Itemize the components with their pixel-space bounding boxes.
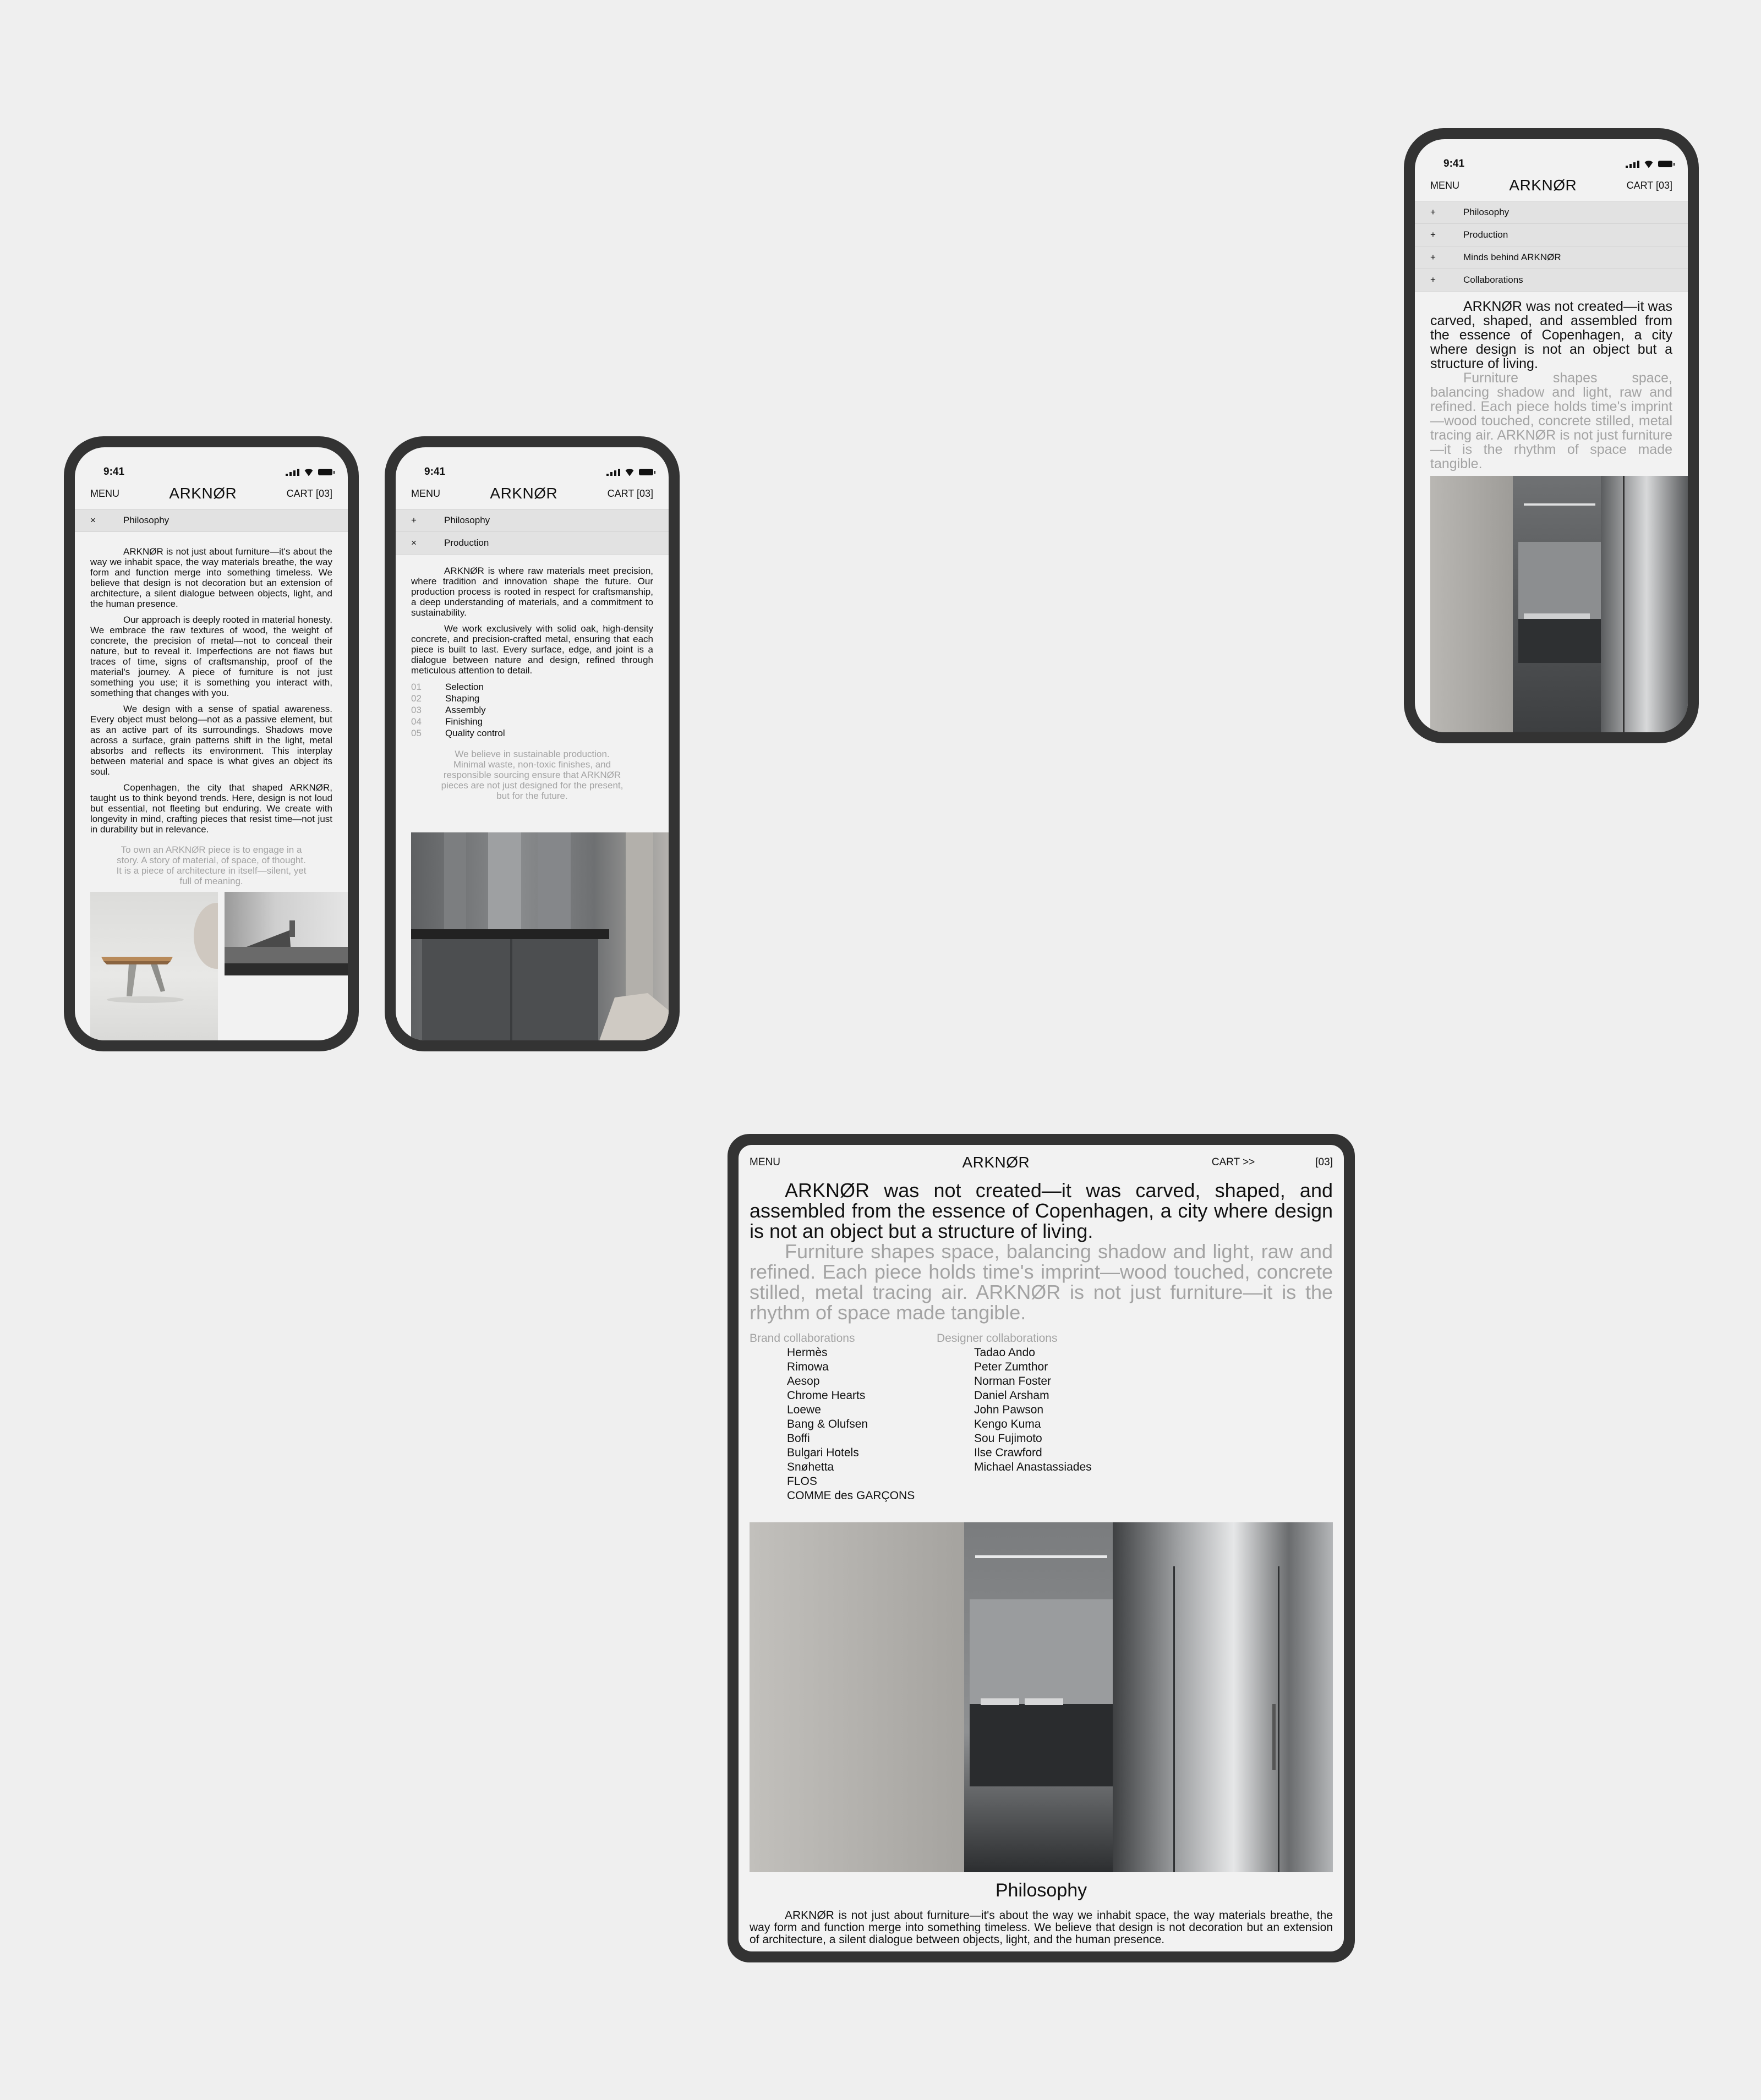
- table-image: [90, 892, 218, 1040]
- top-nav: [739, 1145, 1344, 1180]
- phone-production: [385, 436, 680, 1051]
- top-nav: [1415, 170, 1688, 201]
- designer-heading: Designer collaborations: [937, 1332, 1058, 1345]
- phone-collaborations: [1404, 128, 1699, 743]
- list-item: Kengo Kuma: [974, 1418, 1041, 1430]
- list-item: 04 Finishing: [411, 716, 483, 727]
- status-time: 9:41: [424, 466, 446, 478]
- status-bar: [75, 447, 348, 478]
- section-title: Philosophy: [995, 1880, 1087, 1901]
- quote-text: To own an ARKNØR piece is to engage in a story. A story of material, of space, of thought. It is a piece of architecture in itself—silent, yet full of meaning.: [116, 845, 307, 886]
- list-item: Hermès: [787, 1346, 828, 1359]
- brand-logo[interactable]: ARKNØR: [962, 1154, 1030, 1171]
- sustainability-note: We believe in sustainable production. Minimal waste, non-toxic finishes, and responsible sourcing ensure that ARKNØR pieces are not just designed for the present, but for the future.: [441, 749, 624, 801]
- plus-icon: +: [1430, 252, 1436, 262]
- top-nav: [396, 478, 669, 509]
- brand-logo[interactable]: ARKNØR: [169, 485, 237, 502]
- brand-collaborations: [750, 1331, 937, 1503]
- plus-icon: +: [411, 515, 417, 525]
- paragraph: We work exclusively with solid oak, high-density concrete, and precision-crafted metal, ensuring that each piece is built to last. Every surface, edge, and joint is a dialogue between nature and design, refined through meticulous attention to detail.: [411, 623, 653, 676]
- list-item: Daniel Arsham: [974, 1389, 1049, 1402]
- lead-muted-text: Furniture shapes space, balancing shadow and light, raw and refined. Each piece holds time's imprint—wood touched, concrete stilled, metal tracing air. ARKNØR is not just furniture—it is the rhythm of space made tangible.: [750, 1240, 1333, 1324]
- list-item: Bang & Olufsen: [787, 1418, 868, 1430]
- accordion-label: Philosophy: [444, 515, 490, 525]
- close-icon: ×: [90, 515, 96, 525]
- list-item: Boffi: [787, 1432, 810, 1445]
- accordion-label: Philosophy: [123, 515, 169, 525]
- list-item: 03 Assembly: [411, 705, 486, 715]
- close-icon: ×: [411, 538, 417, 548]
- interior-image: [750, 1522, 1333, 1872]
- list-item: John Pawson: [974, 1403, 1044, 1416]
- accordion: [1415, 201, 1688, 292]
- lead-text: ARKNØR was not created—it was carved, shaped, and assembled from the essence of Copenhagen, a city where design is not an object but a structure of living.: [1430, 299, 1672, 371]
- phone-screen: [75, 447, 348, 1040]
- battery-icon: [1658, 161, 1672, 167]
- menu-button[interactable]: MENU: [1430, 179, 1459, 191]
- production-steps: [396, 681, 669, 739]
- plus-icon: +: [1430, 275, 1436, 285]
- list-item: Norman Foster: [974, 1375, 1052, 1388]
- lead-text: ARKNØR was not created—it was carved, shaped, and assembled from the essence of Copenhagen, a city where design is not an object but a structure of living.: [750, 1179, 1333, 1242]
- tablet: [728, 1134, 1355, 1962]
- list-item: Peter Zumthor: [974, 1361, 1048, 1373]
- menu-button[interactable]: MENU: [411, 487, 440, 499]
- cart-button[interactable]: CART >>: [1211, 1156, 1255, 1168]
- battery-icon: [639, 469, 653, 475]
- accordion: [75, 509, 348, 532]
- status-time: 9:41: [1443, 158, 1465, 169]
- accordion-item-philosophy[interactable]: [396, 509, 669, 532]
- interior-image: [1430, 476, 1688, 732]
- list-item: Snøhetta: [787, 1461, 834, 1473]
- list-item: Michael Anastassiades: [974, 1461, 1092, 1473]
- accordion-label: Minds behind ARKNØR: [1463, 252, 1561, 262]
- list-item: Chrome Hearts: [787, 1389, 866, 1402]
- phone-screen: [1415, 139, 1688, 732]
- battery-icon: [318, 469, 332, 475]
- list-item: Tadao Ando: [974, 1346, 1035, 1359]
- cart-button[interactable]: CART [03]: [607, 487, 653, 499]
- accordion-item-minds[interactable]: [1415, 246, 1688, 269]
- cart-button[interactable]: CART [03]: [1626, 179, 1672, 191]
- paragraph: Copenhagen, the city that shaped ARKNØR, taught us to think beyond trends. Here, design is not loud but essential, not fleeting but enduring. We create with longevity in mind, crafting pieces that resist time—not just in durability but in relevance.: [90, 782, 332, 835]
- top-nav: [75, 478, 348, 509]
- list-item: COMME des GARÇONS: [787, 1489, 915, 1502]
- signal-icon: [286, 468, 299, 476]
- list-item: Loewe: [787, 1403, 821, 1416]
- signal-icon: [1626, 160, 1639, 168]
- section-text: ARKNØR is not just about furniture—it's about the way we inhabit space, the way materials breathe, the way form and function merge into something timeless. We believe that design is not decoration but an extension of architecture, a silent dialogue between objects, light, and the human presence.: [750, 1909, 1333, 1946]
- list-item: Ilse Crawford: [974, 1446, 1042, 1459]
- sculpture-image: [225, 892, 348, 975]
- collaborations: [739, 1331, 1344, 1503]
- accordion-label: Production: [1463, 229, 1508, 240]
- kitchen-image: [411, 832, 669, 1040]
- cart-count: [03]: [1315, 1156, 1333, 1168]
- accordion-item-philosophy[interactable]: [75, 509, 348, 532]
- phone-screen: [396, 447, 669, 1040]
- list-item: 02 Shaping: [411, 693, 480, 704]
- signal-icon: [606, 468, 620, 476]
- accordion-label: Philosophy: [1463, 207, 1510, 217]
- list-item: Bulgari Hotels: [787, 1446, 859, 1459]
- wifi-icon: [625, 469, 635, 476]
- paragraph: We design with a sense of spatial awareness. Every object must belong—not as a passive element, but as an active part of its surroundings. Shadows move across a surface, grain patterns shift in the light, metal absorbs and reflects its environment. This interplay between material and space is what gives an object its soul.: [90, 704, 332, 777]
- plus-icon: +: [1430, 207, 1436, 217]
- accordion-item-production[interactable]: [1415, 224, 1688, 246]
- tablet-screen: [739, 1145, 1344, 1951]
- wifi-icon: [304, 469, 314, 476]
- cart-button[interactable]: CART [03]: [286, 487, 332, 499]
- accordion-item-collaborations[interactable]: [1415, 269, 1688, 292]
- list-item: 01 Selection: [411, 682, 484, 692]
- plus-icon: +: [1430, 229, 1436, 240]
- paragraph: ARKNØR is not just about furniture—it's about the way we inhabit space, the way materials breathe, the way form and function merge into something timeless. We believe that design is not decoration but an extension of architecture, a silent dialogue between objects, light, and the human presence.: [90, 546, 332, 609]
- accordion-item-production[interactable]: [396, 532, 669, 555]
- brand-logo[interactable]: ARKNØR: [1509, 177, 1577, 194]
- list-item: Rimowa: [787, 1361, 829, 1373]
- paragraph: ARKNØR is where raw materials meet precision, where tradition and innovation shape the future. Our production process is rooted in respect for craftsmanship, a deep understanding of materials, and a commitment to sustainability.: [411, 566, 653, 618]
- phone-philosophy: [64, 436, 359, 1051]
- status-bar: [396, 447, 669, 478]
- accordion: [396, 509, 669, 555]
- brand-heading: Brand collaborations: [750, 1332, 855, 1345]
- lead-muted-text: Furniture shapes space, balancing shadow and light, raw and refined. Each piece holds time's imprint—wood touched, concrete stilled, metal tracing air. ARKNØR is not just furniture—it is the rhythm of space made tangible.: [1430, 370, 1672, 471]
- accordion-label: Collaborations: [1463, 275, 1523, 285]
- list-item: Sou Fujimoto: [974, 1432, 1042, 1445]
- status-bar: [1415, 139, 1688, 170]
- paragraph: Our approach is deeply rooted in material honesty. We embrace the raw textures of wood, the weight of concrete, the precision of metal—not to conceal their nature, but to reveal it. Imperfections are not flaws but traces of time, signs of craftsmanship, proof of the material's journey. A piece of furniture is not just something you use; it is something you interact with, something that changes with you.: [90, 615, 332, 698]
- status-time: 9:41: [103, 466, 125, 478]
- designer-list: [937, 1346, 1092, 1474]
- accordion-label: Production: [444, 538, 489, 548]
- menu-button[interactable]: MENU: [750, 1156, 780, 1168]
- list-item: Aesop: [787, 1375, 820, 1388]
- list-item: FLOS: [787, 1475, 817, 1488]
- brand-list: [750, 1346, 937, 1503]
- list-item: 05 Quality control: [411, 728, 505, 738]
- accordion-item-philosophy[interactable]: [1415, 201, 1688, 224]
- brand-logo[interactable]: ARKNØR: [490, 485, 558, 502]
- designer-collaborations: [937, 1331, 1092, 1503]
- wifi-icon: [1644, 161, 1654, 168]
- menu-button[interactable]: MENU: [90, 487, 119, 499]
